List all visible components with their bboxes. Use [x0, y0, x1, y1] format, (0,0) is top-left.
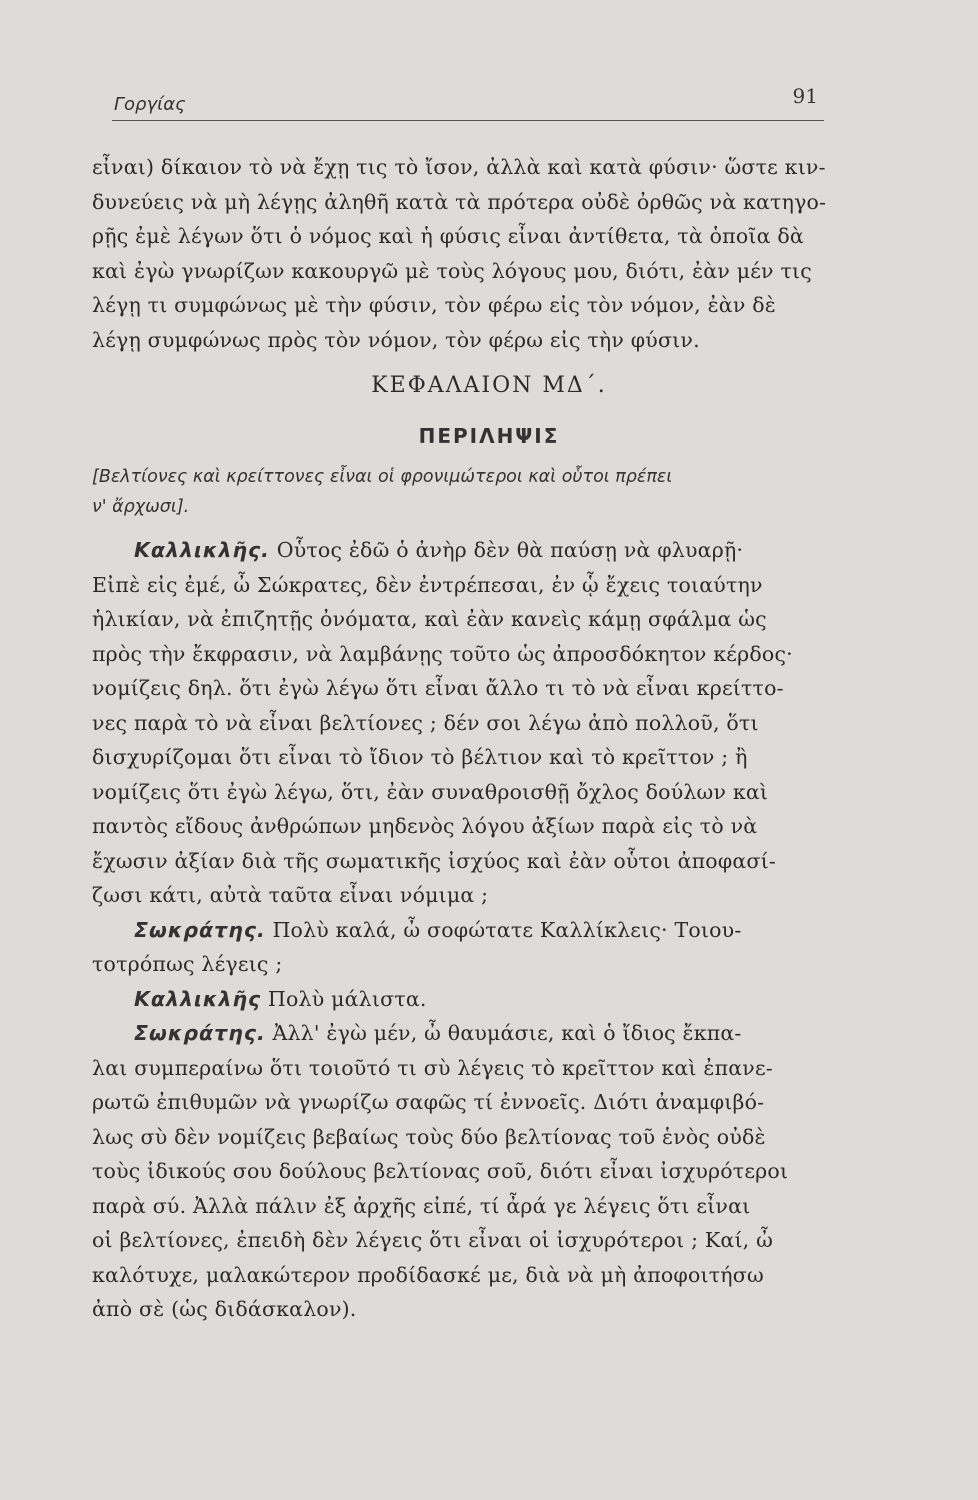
speaker-socrates: Σωκράτης. [134, 917, 266, 942]
speech-text: Πολὺ μάλιστα. [267, 986, 427, 1011]
chapter-summary [92, 462, 837, 522]
text-line: δισχυρίζομαι ὅτι εἶναι τὸ ἴδιον τὸ βέλτιον καὶ τὸ κρεῖττον ; ἢ [92, 745, 748, 769]
section-title: ΠΕΡΙΛΗΨΙΣ [418, 424, 560, 448]
dialogue-line [92, 982, 834, 1017]
dialogue-line [92, 1016, 834, 1051]
text-line: παρὰ σύ. Ἀλλὰ πάλιν ἐξ ἀρχῆς εἰπέ, τί ἆρά γε λέγεις ὅτι εἶναι [92, 1193, 751, 1218]
text-line: ρῇς ἐμὲ λέγων ὅτι ὁ νόμος καὶ ἡ φύσις εἶναι ἀντίθετα, τὰ ὁποῖα δὰ [92, 224, 804, 248]
text-line: ρωτῶ ἐπιθυμῶν νὰ γνωρίζω σαφῶς τί ἐννοεῖς. Διότι ἀναμφιβό- [92, 1090, 765, 1114]
text-line: οἱ βελτίονες, ἐπειδὴ δὲν λέγεις ὅτι εἶναι οἱ ἰσχυρότεροι ; Καί, ὦ [92, 1228, 774, 1252]
summary-line: ν' ἄρχωσι]. [92, 497, 190, 517]
text-line: εἶναι) δίκαιον τὸ νὰ ἔχῃ τις τὸ ἴσον, ἀλλὰ καὶ κατὰ φύσιν· ὥστε κιν- [92, 155, 826, 179]
text-line: παντὸς εἴδους ἀνθρώπων μηδενὸς λόγου ἀξίων παρὰ εἰς τὸ νὰ [92, 814, 758, 838]
text-line: λως σὺ δὲν νομίζεις βεβαίως τοὺς δύο βελτίονας τοῦ ἑνὸς οὐδὲ [92, 1124, 766, 1149]
text-line: νες παρὰ τὸ νὰ εἶναι βελτίονες ; δέν σοι λέγω ἀπὸ πολλοῦ, ὅτι [92, 710, 759, 735]
summary-line: [Βελτίονες καὶ κρείττονες εἶναι οἱ φρονιμώτεροι καὶ οὗτοι πρέπει [92, 467, 673, 487]
text-line: δυνεύεις νὰ μὴ λέγῃς ἀληθῆ κατὰ τὰ πρότερα οὐδὲ ὀρθῶς νὰ κατηγο- [92, 189, 827, 214]
text-line: νομίζεις δηλ. ὅτι ἐγὼ λέγω ὅτι εἶναι ἄλλο τι τὸ νὰ εἶναι κρείττο- [92, 676, 784, 700]
text-line: ζωσι κάτι, αὐτὰ ταῦτα εἶναι νόμιμα ; [92, 883, 489, 907]
text-line: λέγῃ τι συμφώνως μὲ τὴν φύσιν, τὸν φέρω εἰς τὸν νόμον, ἐὰν δὲ [92, 293, 776, 317]
speaker-callicles: Καλλικλῆς. [134, 538, 270, 562]
text-line: πρὸς τὴν ἔκφρασιν, νὰ λαμβάνῃς τοῦτο ὡς ἀπροσδόκητον κέρδος· [92, 641, 793, 666]
running-title: Γοργίας [114, 94, 186, 115]
dialogue [92, 533, 834, 1327]
speaker-socrates: Σωκράτης. [134, 1021, 266, 1045]
text-line: τοὺς ἰδικούς σου δούλους βελτίονας σοῦ, διότι εἶναι ἰσχυρότεροι [92, 1159, 789, 1183]
opening-paragraph [92, 150, 834, 357]
speech-text: Πολὺ καλά, ὦ σοφώτατε Καλλίκλεις· Τοιου- [272, 917, 742, 942]
speech-text: Ἀλλ' ἐγὼ μέν, ὦ θαυμάσιε, καὶ ὁ ἴδιος ἔκπα- [272, 1021, 742, 1045]
text-line: τοτρόπως λέγεις ; [92, 952, 283, 976]
text-line: λέγῃ συμφώνως πρὸς τὸν νόμον, τὸν φέρω εἰς τὴν φύσιν. [92, 327, 700, 352]
page-number: 91 [792, 84, 818, 108]
text-line: καλότυχε, μαλακώτερον προδίδασκέ με, διὰ νὰ μὴ ἀποφοιτήσω [92, 1262, 764, 1287]
text-line: ἀπὸ σὲ (ὡς διδάσκαλον). [92, 1297, 357, 1321]
dialogue-line [92, 533, 834, 568]
text-line: ἡλικίαν, νὰ ἐπιζητῇς ὀνόματα, καὶ ἐὰν κανεὶς κάμῃ σφάλμα ὡς [92, 607, 767, 631]
text-line: καὶ ἐγὼ γνωρίζων κακουργῶ μὲ τοὺς λόγους μου, διότι, ἐὰν μέν τις [92, 258, 812, 283]
text-line: ἔχωσιν ἀξίαν διὰ τῆς σωματικῆς ἰσχύος καὶ ἐὰν οὗτοι ἀποφασί- [92, 848, 776, 873]
speech-text: Οὗτος ἐδῶ ὁ ἀνὴρ δὲν θὰ παύσῃ νὰ φλυαρῇ· [276, 538, 744, 562]
page-header [112, 80, 824, 121]
chapter-title: ΚΕΦΑΛΑΙΟΝ ΜΔ΄. [371, 373, 607, 398]
speaker-callicles: Καλλικλῆς [134, 986, 262, 1011]
text-line: νομίζεις ὅτι ἐγὼ λέγω, ὅτι, ἐὰν συναθροισθῇ ὄχλος δούλων καὶ [92, 779, 769, 804]
text-line: Εἰπὲ εἰς ἐμέ, ὦ Σώκρατες, δὲν ἐντρέπεσαι, ἐν ᾧ ἔχεις τοιαύτην [92, 572, 763, 597]
text-line: λαι συμπεραίνω ὅτι τοιοῦτό τι σὺ λέγεις τὸ κρεῖττον καὶ ἐπανε- [92, 1055, 773, 1080]
dialogue-line [92, 913, 834, 948]
